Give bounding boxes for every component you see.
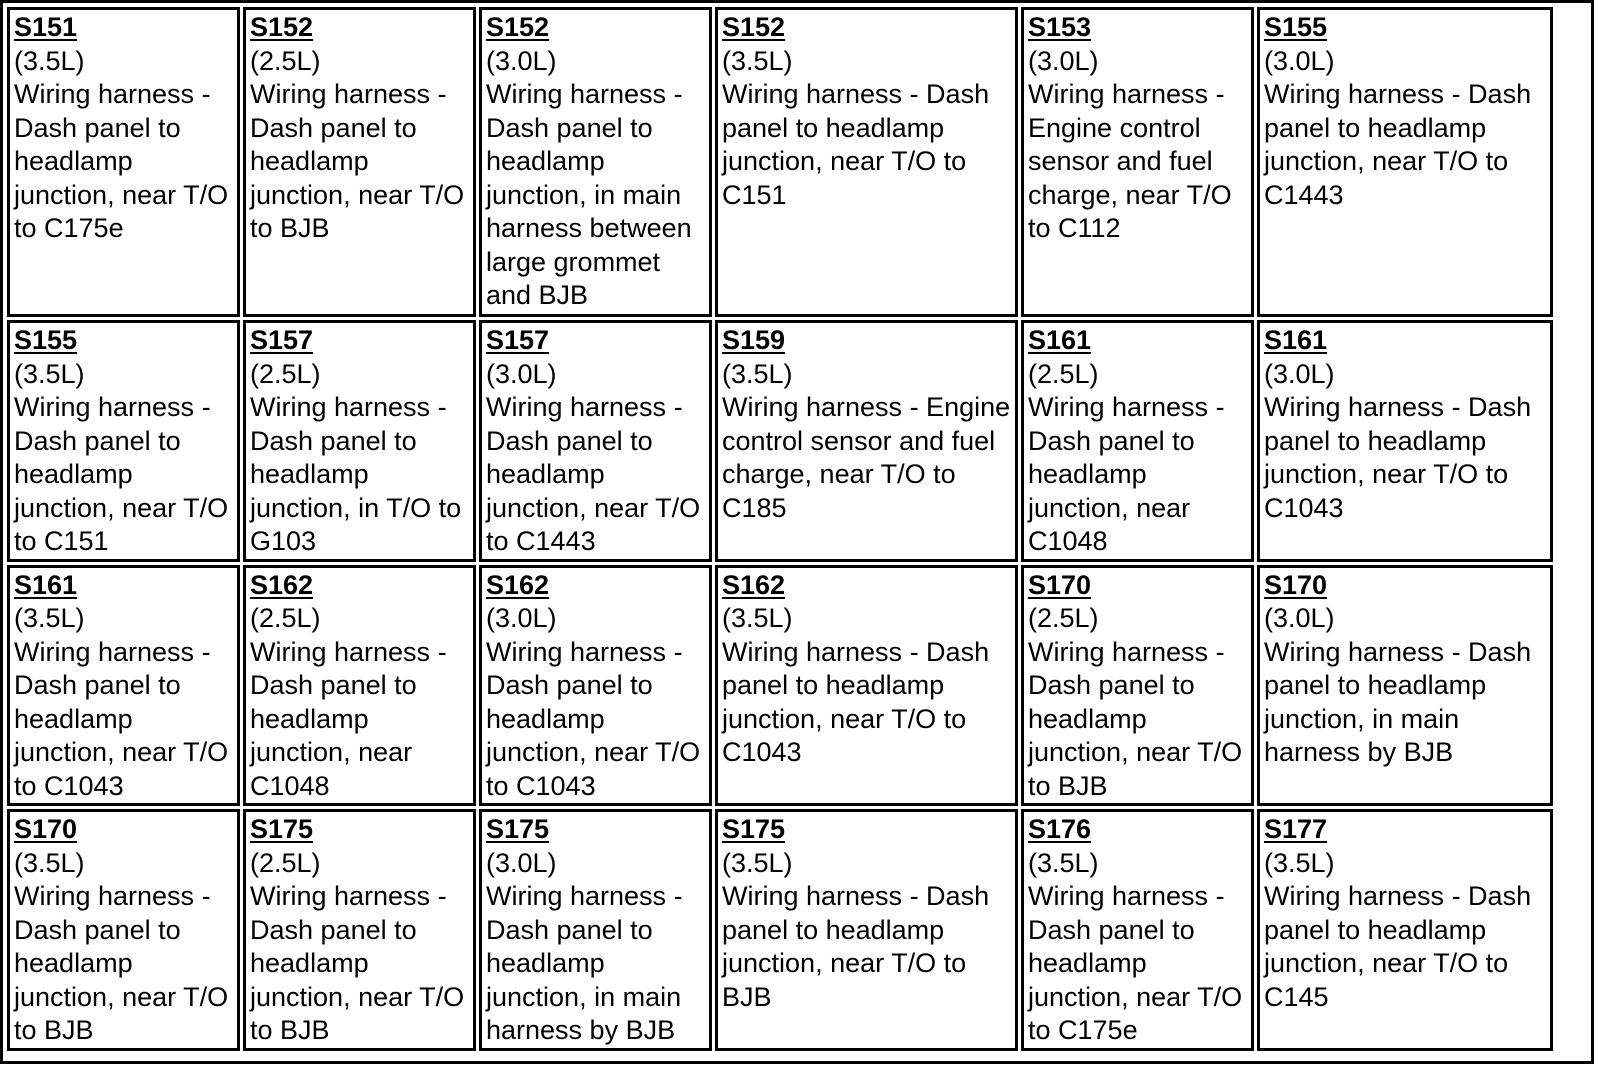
splice-id: S151	[14, 12, 78, 42]
splice-id: S155	[1264, 12, 1328, 42]
splice-description: Wiring harness - Dash panel to headlamp junction, near T/O to C1043	[486, 636, 701, 801]
engine-size: (3.0L)	[1264, 603, 1335, 633]
splice-id: S155	[14, 325, 78, 355]
engine-size: (3.0L)	[1264, 358, 1335, 389]
splice-description: Wiring harness - Dash panel to headlamp junction, near T/O to C1043	[1264, 392, 1532, 523]
splice-id: S153	[1028, 12, 1092, 42]
splice-description: Wiring harness - Dash panel to headlamp junction, near T/O to BJB	[250, 881, 465, 1045]
splice-description: Wiring harness - Dash panel to headlamp junction, near T/O to C151	[722, 79, 990, 210]
splice-id: S152	[486, 12, 550, 42]
splice-description: Wiring harness - Dash panel to headlamp junction, near T/O to C1443	[486, 392, 701, 556]
splice-description: Wiring harness - Dash panel to headlamp junction, near T/O to C1043	[722, 636, 990, 767]
splice-cell	[715, 809, 1018, 1051]
splice-id: S161	[1264, 325, 1328, 355]
splice-description: Wiring harness - Engine control sensor and fuel charge, near T/O to C185	[722, 392, 1011, 523]
splice-cell	[1257, 7, 1553, 317]
engine-size: (3.5L)	[1264, 847, 1335, 878]
splice-cell	[7, 809, 240, 1051]
splice-cell	[243, 7, 476, 317]
splice-cell	[1257, 565, 1553, 807]
splice-table	[4, 4, 1556, 1054]
engine-size: (3.0L)	[486, 847, 557, 878]
engine-size: (2.5L)	[250, 358, 321, 389]
splice-id: S161	[14, 569, 78, 600]
engine-size: (3.5L)	[14, 358, 85, 389]
splice-id: S170	[14, 814, 78, 844]
splice-id: S176	[1028, 814, 1092, 844]
splice-description: Wiring harness - Dash panel to headlamp junction, near T/O to C1443	[1264, 79, 1532, 210]
splice-id: S152	[250, 12, 314, 42]
splice-cell	[7, 565, 240, 807]
splice-id: S175	[250, 814, 314, 844]
splice-id: S177	[1264, 814, 1328, 844]
engine-size: (2.5L)	[250, 45, 321, 76]
splice-id: S162	[722, 569, 786, 600]
engine-size: (3.0L)	[486, 45, 557, 76]
splice-id: S170	[1264, 569, 1328, 600]
splice-description: Wiring harness - Dash panel to headlamp junction, in main harness between large grommet and BJB	[486, 79, 692, 310]
splice-cell	[715, 320, 1018, 562]
splice-description: Wiring harness - Dash panel to headlamp junction, near T/O to C175e	[14, 79, 229, 243]
engine-size: (3.5L)	[722, 603, 793, 633]
table-row	[7, 7, 1553, 317]
splice-cell	[479, 7, 712, 317]
splice-description: Wiring harness - Dash panel to headlamp junction, near T/O to C1043	[14, 636, 229, 801]
splice-id: S175	[722, 814, 786, 844]
splice-id: S162	[486, 569, 550, 600]
splice-cell	[479, 565, 712, 807]
splice-cell	[243, 809, 476, 1051]
splice-description: Wiring harness - Dash panel to headlamp junction, near T/O to BJB	[250, 79, 465, 243]
splice-cell	[1257, 320, 1553, 562]
table-row	[7, 320, 1553, 562]
splice-description: Wiring harness - Dash panel to headlamp junction, in main harness by BJB	[486, 881, 683, 1045]
splice-description: Wiring harness - Dash panel to headlamp junction, near T/O to C175e	[1028, 881, 1243, 1045]
engine-size: (3.5L)	[1028, 847, 1099, 878]
splice-cell	[1021, 809, 1254, 1051]
splice-description: Wiring harness - Dash panel to headlamp junction, in main harness by BJB	[1264, 636, 1532, 767]
splice-description: Wiring harness - Engine control sensor and fuel charge, near T/O to C112	[1028, 79, 1232, 243]
splice-id: S157	[250, 325, 314, 355]
engine-size: (2.5L)	[1028, 358, 1099, 389]
engine-size: (2.5L)	[250, 603, 321, 633]
engine-size: (3.5L)	[722, 847, 793, 878]
splice-id: S152	[722, 12, 786, 42]
splice-cell	[1021, 320, 1254, 562]
splice-id: S170	[1028, 569, 1092, 600]
engine-size: (3.5L)	[14, 45, 85, 76]
engine-size: (3.0L)	[486, 358, 557, 389]
engine-size: (3.5L)	[722, 358, 793, 389]
engine-size: (3.5L)	[722, 45, 793, 76]
splice-cell	[1021, 7, 1254, 317]
splice-cell	[715, 565, 1018, 807]
engine-size: (3.5L)	[14, 847, 85, 878]
splice-id: S175	[486, 814, 550, 844]
splice-cell	[715, 7, 1018, 317]
splice-id: S157	[486, 325, 550, 355]
splice-cell	[7, 7, 240, 317]
engine-size: (3.0L)	[486, 603, 557, 633]
splice-cell	[479, 809, 712, 1051]
engine-size: (2.5L)	[1028, 603, 1099, 633]
table-row	[7, 809, 1553, 1051]
splice-cell	[479, 320, 712, 562]
splice-id: S159	[722, 325, 786, 355]
splice-description: Wiring harness - Dash panel to headlamp junction, near T/O to BJB	[1028, 636, 1243, 801]
splice-description: Wiring harness - Dash panel to headlamp junction, near T/O to BJB	[722, 881, 990, 1012]
splice-description: Wiring harness - Dash panel to headlamp junction, near T/O to C145	[1264, 881, 1532, 1012]
splice-id: S161	[1028, 325, 1092, 355]
engine-size: (3.0L)	[1264, 45, 1335, 76]
table-row	[7, 565, 1553, 807]
splice-cell	[1257, 809, 1553, 1051]
engine-size: (2.5L)	[250, 847, 321, 878]
splice-description: Wiring harness - Dash panel to headlamp junction, near T/O to C151	[14, 392, 229, 556]
engine-size: (3.0L)	[1028, 45, 1099, 76]
splice-cell	[243, 565, 476, 807]
splice-cell	[1021, 565, 1254, 807]
splice-id: S162	[250, 569, 314, 600]
splice-description: Wiring harness - Dash panel to headlamp junction, near T/O to BJB	[14, 881, 229, 1045]
splice-description: Wiring harness - Dash panel to headlamp junction, in T/O to G103	[250, 392, 462, 556]
splice-description: Wiring harness - Dash panel to headlamp junction, near C1048	[1028, 392, 1225, 556]
splice-cell	[243, 320, 476, 562]
splice-description: Wiring harness - Dash panel to headlamp junction, near C1048	[250, 636, 447, 801]
engine-size: (3.5L)	[14, 603, 85, 633]
splice-cell	[7, 320, 240, 562]
